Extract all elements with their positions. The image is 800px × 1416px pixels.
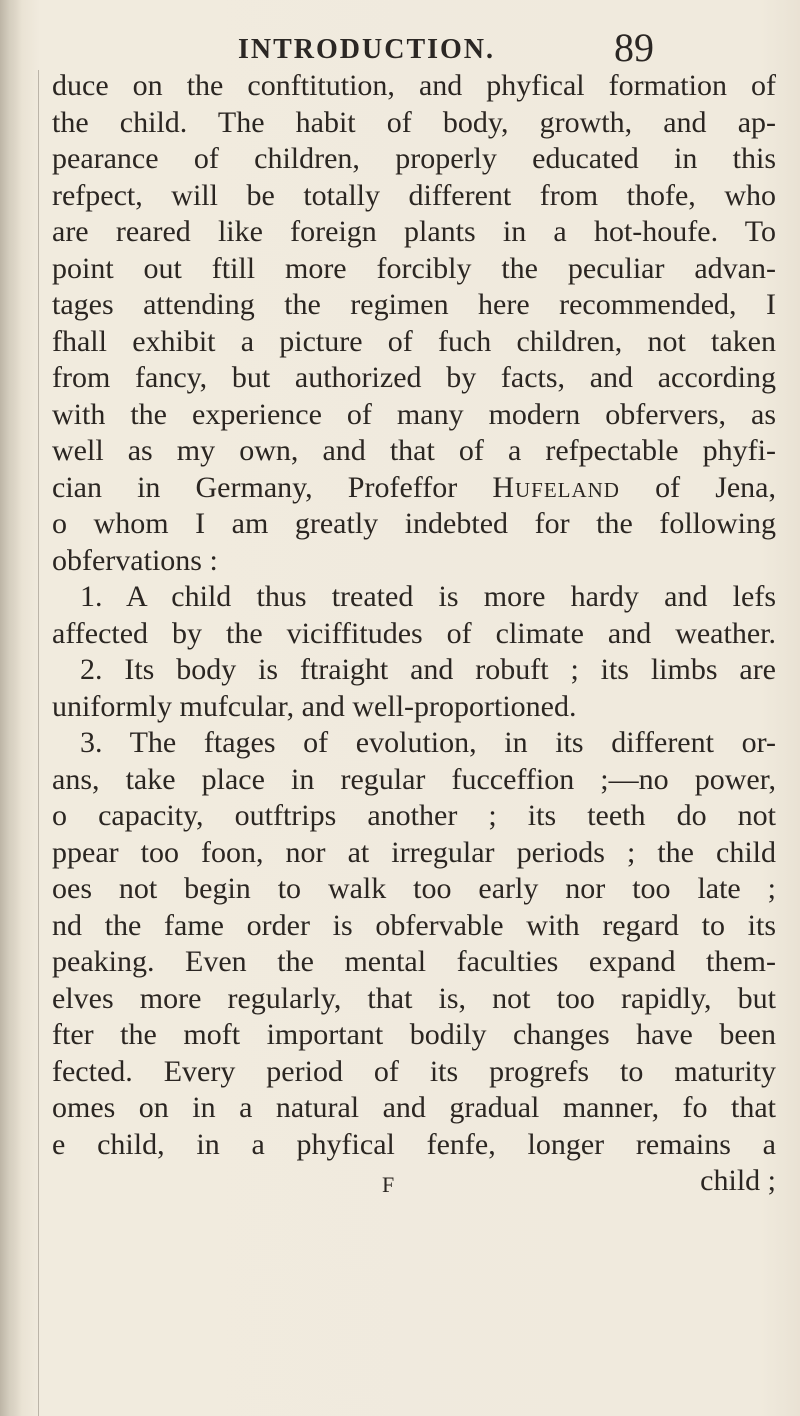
text-line: the child. The habit of body, growth, and ap-: [52, 105, 776, 139]
text-line: fected. Every period of its progrefs to maturity: [52, 1054, 776, 1088]
text-line: from fancy, but authorized by facts, and according: [52, 361, 776, 394]
text-line: uniformly mufcular, and well-proportioned.: [52, 689, 577, 723]
text-line: elves more regularly, that is, not too rapidly, but: [52, 981, 776, 1015]
text-line: fhall exhibit a picture of fuch children, not taken: [52, 324, 776, 358]
text-line: o whom I am greatly indebted for the following: [52, 507, 776, 540]
numbered-item-2: 2. Its body is ftraight and robuft ; its limbs are: [80, 653, 776, 686]
text-line: affected by the viciffitudes of climate and weather.: [52, 616, 776, 650]
text-block: [52, 68, 776, 1200]
catchword: child ;: [700, 1164, 776, 1197]
text-line: e child, in a phyfical fenfe, longer remains a: [52, 1127, 776, 1161]
text-line: obfervations :: [52, 543, 218, 577]
signature-line: [52, 1163, 776, 1200]
text-line: ppear too foon, nor at irregular periods ; the child: [52, 835, 776, 869]
text-line: peaking. Even the mental faculties expand them-: [52, 945, 776, 978]
text-line: nd the fame order is obfervable with regard to its: [52, 908, 776, 942]
signature-mark: F: [382, 1172, 395, 1197]
text-line: refpect, will be totally different from thofe, who: [52, 178, 776, 212]
binding-gutter: [0, 0, 22, 1416]
numbered-item-3: 3. The ftages of evolution, in its different or-: [80, 726, 776, 759]
text-line: pearance of children, properly educated in this: [52, 142, 776, 175]
text-line: o capacity, outftrips another ; its teeth do not: [52, 799, 776, 832]
running-head-title: INTRODUCTION.: [238, 34, 496, 65]
gutter-edge: [38, 70, 39, 1416]
hufeland-name: Hufeland: [492, 470, 620, 504]
text-line: point out ftill more forcibly the peculiar advan-: [52, 251, 776, 285]
text-line: with the experience of many modern obfervers, as: [52, 397, 776, 431]
text-fragment: of Jena,: [655, 470, 776, 504]
text-line: are reared like foreign plants in a hot-houfe. To: [52, 215, 776, 248]
text-line: duce on the conftitution, and phyfical formation of: [52, 69, 776, 102]
text-line: omes on in a natural and gradual manner, fo that: [52, 1091, 776, 1124]
text-fragment: cian in Germany, Profeffor: [52, 470, 458, 504]
text-line: oes not begin to walk too early nor too late ;: [52, 872, 776, 905]
page-number: 89: [614, 25, 654, 70]
text-line: tages attending the regimen here recommended, I: [52, 288, 776, 321]
text-line: well as my own, and that of a refpectable phyfi-: [52, 434, 776, 467]
text-line-hufeland: [52, 470, 776, 507]
text-line: ans, take place in regular fucceffion ;—no power,: [52, 762, 776, 796]
text-line: fter the moft important bodily changes have been: [52, 1018, 776, 1051]
numbered-item-1: 1. A child thus treated is more hardy and lefs: [80, 580, 776, 613]
